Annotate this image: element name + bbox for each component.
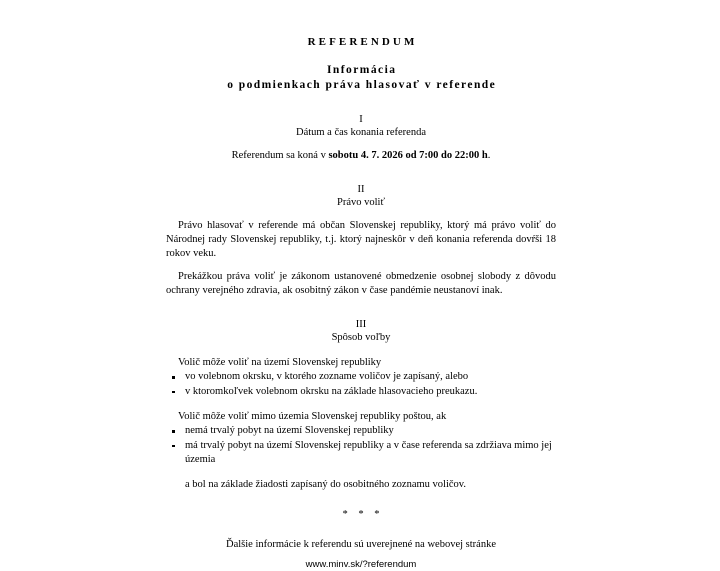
square-bullet-icon <box>172 391 175 394</box>
section-2-paragraph-1: Právo hlasovať v referende má občan Slovenskej republiky, ktorý má právo voliť do Národnej rady Slovenskej republiky, t.j. ktorý najneskôr v deň konania referenda dovŕši 18 rokov veku. <box>166 220 556 259</box>
section-3-continuation: a bol na základe žiadosti zapísaný do osobitného zoznamu voličov. <box>185 478 466 490</box>
footer-note: Ďalšie informácie k referendu sú uverejnené na webovej stránke <box>226 538 496 550</box>
voting-options-list-1 <box>166 370 556 399</box>
document-content <box>166 0 556 571</box>
square-bullet-icon <box>172 376 175 379</box>
date-line-suffix: . <box>487 150 491 161</box>
section-number-3: III <box>355 319 367 330</box>
square-bullet-icon <box>172 445 175 448</box>
section-number-2: II <box>357 184 365 195</box>
list-item <box>166 385 556 400</box>
list-item-label: nemá trvalý pobyt na území Slovenskej republiky <box>185 425 394 436</box>
document-subtitle <box>166 63 556 93</box>
document-title: REFERENDUM <box>307 36 418 48</box>
list-item-label: má trvalý pobyt na území Slovenskej republiky a v čase referenda sa zdržiava mimo jej územia <box>185 439 552 465</box>
list-item <box>166 370 556 385</box>
list-item-label: v ktoromkoľvek volebnom okrsku na základe hlasovacieho preukazu. <box>185 385 478 397</box>
section-heading-2: Právo voliť <box>337 197 385 208</box>
square-bullet-icon <box>172 430 175 433</box>
list-item-label: vo volebnom okrsku, v ktorého zozname voličov je zapísaný, alebo <box>185 371 469 382</box>
date-line-bold: sobotu 4. 7. 2026 od 7:00 do 22:00 h <box>328 150 488 161</box>
list-item <box>166 424 556 439</box>
referendum-date-line <box>166 149 556 163</box>
section-3-lead-2: Volič môže voliť mimo územia Slovenskej republiky poštou, ak <box>178 411 447 422</box>
section-heading-1: Dátum a čas konania referenda <box>295 127 426 138</box>
section-3-lead-1: Volič môže voliť na území Slovenskej republiky <box>178 357 382 368</box>
voting-options-list-2 <box>166 424 556 468</box>
footer-url[interactable]: www.minv.sk/?referendum <box>305 558 417 570</box>
section-heading-3: Spôsob voľby <box>331 332 391 343</box>
list-item <box>166 439 556 468</box>
section-number-1: I <box>359 114 363 125</box>
document-subtitle-line-2: o podmienkach práva hlasovať v referende <box>227 79 497 91</box>
date-line-prefix: Referendum sa koná v <box>231 150 329 161</box>
section-separator: * * * <box>342 508 384 520</box>
document-subtitle-line-1: Informácia <box>327 64 397 76</box>
section-2-paragraph-2: Prekážkou práva voliť je zákonom ustanovené obmedzenie osobnej slobody z dôvodu ochrany verejného zdravia, ak osobitný zákon v čase pandémie neustanoví inak. <box>166 271 556 296</box>
